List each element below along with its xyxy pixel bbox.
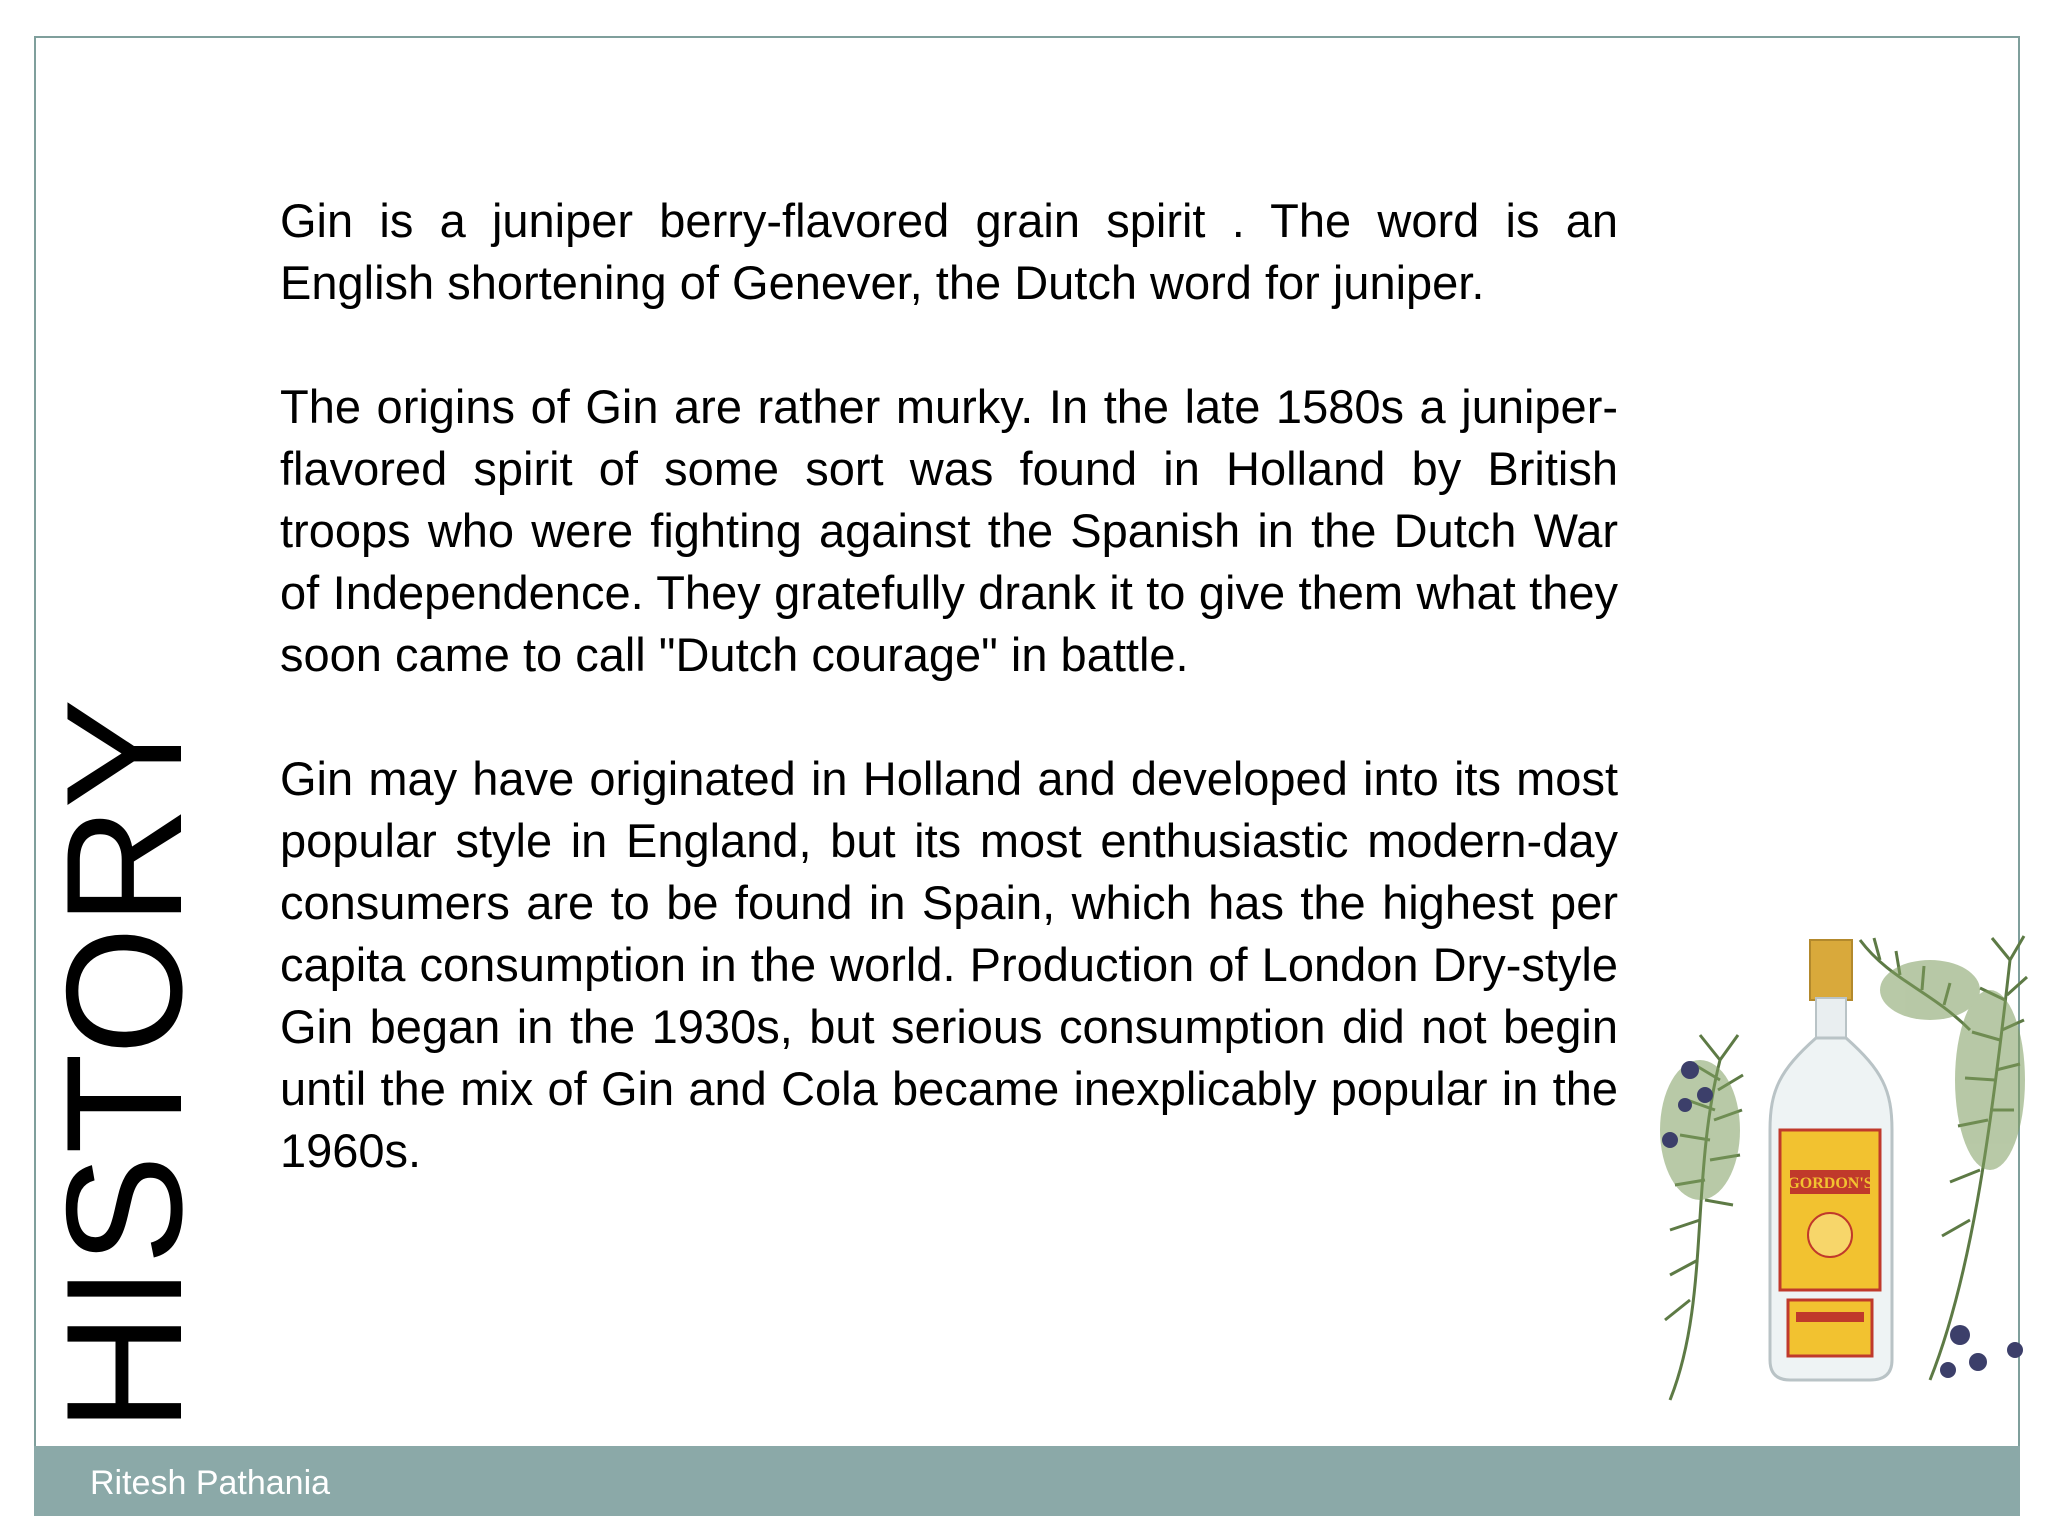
footer-bar	[34, 1446, 2020, 1516]
bottle-icon	[1770, 940, 1892, 1380]
body-text	[280, 190, 1618, 1244]
paragraph-definition: Gin is a juniper berry-flavored grain spirit . The word is an English shortening of Genever, the Dutch word for juniper.	[280, 194, 1618, 309]
slide-title: HISTORY	[32, 697, 216, 1432]
gin-bottle-illustration	[1630, 880, 2030, 1420]
paragraph-origins: The origins of Gin are rather murky. In the late 1580s a juniper-flavored spirit of some sort was found in Holland by British troops who were fighting against the Spanish in the Dutch War of Independence. They gratefully drank it to give them what they soon came to call "Dutch courage" in battle.	[280, 380, 1618, 681]
bottle-label-text: GORDON'S	[1787, 1175, 1873, 1192]
footer-author: Ritesh Pathania	[90, 1464, 331, 1502]
paragraph-consumption: Gin may have originated in Holland and developed into its most popular style in England, but its most enthusiastic modern-day consumers are to be found in Spain, which has the highest per capita consumption in the world. Production of London Dry-style Gin began in the 1930s, but serious consumption did not begin until the mix of Gin and Cola became inexplicably popular in the 1960s.	[280, 752, 1618, 1177]
